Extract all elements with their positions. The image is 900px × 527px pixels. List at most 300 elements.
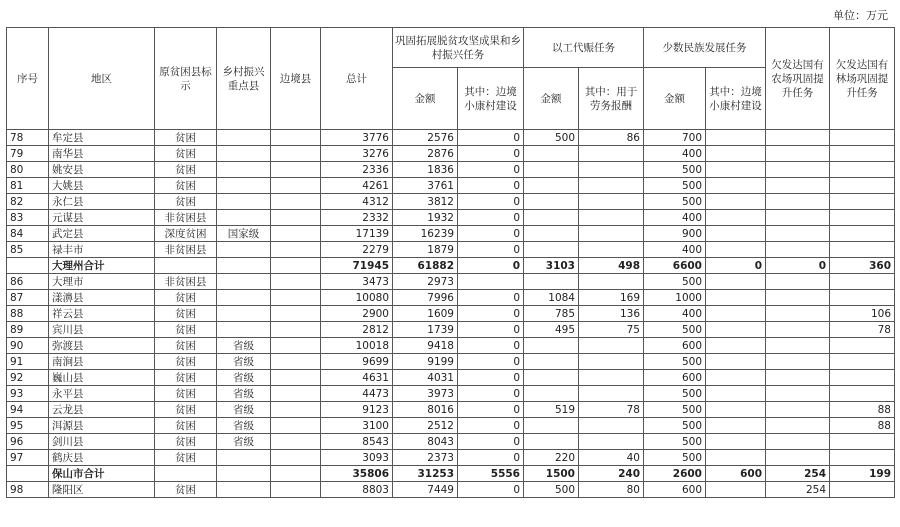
table-body [7,130,895,498]
cell-region: 鹤庆县 [49,450,155,466]
cell-farm [766,274,830,290]
cell-forest: 106 [830,306,895,322]
cell-farm [766,370,830,386]
cell-forest [830,130,895,146]
cell-rural-key [217,162,271,178]
cell-consolidate-amount: 31253 [393,466,458,482]
cell-minority-border [706,434,766,450]
funding-table [6,27,895,498]
cell-consolidate-border: 0 [458,450,524,466]
cell-seq [7,466,49,482]
cell-consolidate-border: 0 [458,402,524,418]
cell-minority-border [706,418,766,434]
cell-consolidate-border: 0 [458,210,524,226]
cell-consolidate-amount: 1836 [393,162,458,178]
cell-region: 漾濞县 [49,290,155,306]
cell-seq: 88 [7,306,49,322]
table-row-total [7,466,895,482]
cell-border [271,130,321,146]
cell-consolidate-amount: 7996 [393,290,458,306]
table-row [7,450,895,466]
cell-rural-key: 省级 [217,434,271,450]
cell-minority-amount: 500 [644,178,706,194]
cell-rural-key [217,306,271,322]
cell-total: 35806 [321,466,393,482]
cell-forest: 88 [830,418,895,434]
cell-farm [766,162,830,178]
cell-total: 71945 [321,258,393,274]
cell-forest [830,146,895,162]
cell-rural-key [217,178,271,194]
table-row [7,402,895,418]
table-row [7,226,895,242]
cell-forest [830,386,895,402]
cell-region: 云龙县 [49,402,155,418]
cell-work-amount [524,194,579,210]
cell-work-labor [579,146,644,162]
cell-rural-key [217,130,271,146]
cell-border [271,354,321,370]
cell-work-labor: 240 [579,466,644,482]
cell-work-amount: 3103 [524,258,579,274]
cell-work-amount [524,418,579,434]
cell-consolidate-border: 0 [458,386,524,402]
cell-rural-key: 省级 [217,370,271,386]
header-poor-flag: 原贫困县标示 [155,28,217,130]
cell-minority-amount: 500 [644,194,706,210]
cell-farm [766,386,830,402]
cell-rural-key [217,146,271,162]
cell-forest [830,178,895,194]
cell-poor-flag: 贫困 [155,322,217,338]
cell-minority-border [706,194,766,210]
cell-poor-flag: 贫困 [155,178,217,194]
cell-total: 3473 [321,274,393,290]
cell-poor-flag: 贫困 [155,194,217,210]
cell-consolidate-border: 0 [458,370,524,386]
cell-region: 大姚县 [49,178,155,194]
cell-total: 2812 [321,322,393,338]
cell-border [271,450,321,466]
cell-border [271,482,321,498]
cell-poor-flag: 深度贫困 [155,226,217,242]
cell-minority-amount: 500 [644,322,706,338]
cell-poor-flag: 贫困 [155,418,217,434]
cell-poor-flag: 贫困 [155,130,217,146]
cell-consolidate-border: 0 [458,338,524,354]
cell-consolidate-border [458,274,524,290]
cell-work-amount [524,178,579,194]
cell-consolidate-amount: 7449 [393,482,458,498]
cell-consolidate-amount: 1609 [393,306,458,322]
cell-total: 3093 [321,450,393,466]
cell-border [271,178,321,194]
cell-consolidate-border: 0 [458,146,524,162]
cell-farm [766,178,830,194]
cell-work-labor: 136 [579,306,644,322]
header-work-labor: 其中：用于劳务报酬 [579,68,644,130]
cell-seq: 79 [7,146,49,162]
cell-forest: 360 [830,258,895,274]
cell-border [271,210,321,226]
header-rural-key: 乡村振兴重点县 [217,28,271,130]
cell-poor-flag: 贫困 [155,402,217,418]
table-row [7,338,895,354]
cell-work-labor [579,162,644,178]
cell-rural-key [217,194,271,210]
cell-minority-border [706,386,766,402]
cell-consolidate-border: 5556 [458,466,524,482]
cell-minority-border [706,322,766,338]
cell-consolidate-amount: 9418 [393,338,458,354]
cell-poor-flag: 贫困 [155,354,217,370]
cell-total: 10018 [321,338,393,354]
cell-border [271,146,321,162]
cell-work-labor [579,194,644,210]
cell-rural-key [217,482,271,498]
cell-rural-key: 国家级 [217,226,271,242]
cell-poor-flag [155,466,217,482]
cell-region: 保山市合计 [49,466,155,482]
cell-total: 17139 [321,226,393,242]
cell-forest [830,226,895,242]
cell-minority-amount: 600 [644,482,706,498]
table-row [7,354,895,370]
header-work-amount: 金额 [524,68,579,130]
cell-work-labor [579,418,644,434]
cell-minority-amount: 400 [644,146,706,162]
cell-consolidate-amount: 1932 [393,210,458,226]
cell-consolidate-border: 0 [458,354,524,370]
cell-rural-key [217,466,271,482]
cell-consolidate-border: 0 [458,290,524,306]
cell-total: 3100 [321,418,393,434]
cell-work-amount [524,210,579,226]
cell-work-labor [579,370,644,386]
cell-rural-key [217,274,271,290]
cell-seq: 87 [7,290,49,306]
cell-border [271,258,321,274]
cell-minority-border: 600 [706,466,766,482]
cell-rural-key [217,210,271,226]
cell-seq: 97 [7,450,49,466]
cell-work-amount [524,242,579,258]
cell-consolidate-border: 0 [458,482,524,498]
cell-rural-key: 省级 [217,418,271,434]
cell-farm: 254 [766,466,830,482]
cell-region: 南涧县 [49,354,155,370]
cell-minority-border [706,338,766,354]
cell-consolidate-amount: 9199 [393,354,458,370]
cell-border [271,418,321,434]
table-row [7,306,895,322]
header-seq: 序号 [7,28,49,130]
cell-farm [766,354,830,370]
cell-rural-key [217,258,271,274]
cell-farm [766,402,830,418]
cell-forest [830,450,895,466]
cell-consolidate-amount: 2512 [393,418,458,434]
table-row [7,146,895,162]
cell-poor-flag: 贫困 [155,386,217,402]
cell-region: 南华县 [49,146,155,162]
cell-minority-amount: 2600 [644,466,706,482]
cell-farm [766,130,830,146]
cell-work-labor [579,274,644,290]
cell-seq: 98 [7,482,49,498]
cell-seq: 83 [7,210,49,226]
cell-forest [830,194,895,210]
cell-border [271,194,321,210]
cell-border [271,370,321,386]
cell-rural-key [217,290,271,306]
table-row [7,386,895,402]
cell-minority-border [706,290,766,306]
cell-seq: 91 [7,354,49,370]
cell-farm [766,242,830,258]
header-border: 边境县 [271,28,321,130]
cell-minority-border [706,274,766,290]
cell-region: 姚安县 [49,162,155,178]
cell-total: 4312 [321,194,393,210]
cell-rural-key [217,322,271,338]
table-row [7,482,895,498]
header-consolidate-border: 其中：边境小康村建设 [458,68,524,130]
cell-consolidate-border: 0 [458,418,524,434]
cell-total: 8803 [321,482,393,498]
cell-forest [830,482,895,498]
cell-poor-flag [155,258,217,274]
cell-work-labor [579,354,644,370]
cell-forest [830,274,895,290]
cell-minority-amount: 400 [644,306,706,322]
cell-forest [830,370,895,386]
cell-total: 8543 [321,434,393,450]
cell-forest [830,434,895,450]
cell-forest [830,290,895,306]
cell-farm [766,418,830,434]
cell-minority-border [706,130,766,146]
cell-seq: 90 [7,338,49,354]
cell-work-amount: 785 [524,306,579,322]
header-minority-amount: 金额 [644,68,706,130]
cell-work-amount [524,370,579,386]
cell-work-labor [579,434,644,450]
cell-rural-key [217,450,271,466]
cell-region: 祥云县 [49,306,155,322]
cell-rural-key: 省级 [217,354,271,370]
cell-minority-border [706,242,766,258]
cell-work-labor: 75 [579,322,644,338]
cell-consolidate-amount: 2576 [393,130,458,146]
cell-minority-amount: 500 [644,354,706,370]
header-farm: 欠发达国有农场巩固提升任务 [766,28,830,130]
cell-work-amount: 500 [524,130,579,146]
cell-minority-border [706,306,766,322]
cell-minority-amount: 500 [644,274,706,290]
cell-poor-flag: 贫困 [155,338,217,354]
cell-farm [766,290,830,306]
cell-seq: 85 [7,242,49,258]
header-minority-border: 其中：边境小康村建设 [706,68,766,130]
cell-forest [830,354,895,370]
header-work-relief: 以工代赈任务 [524,28,644,68]
cell-farm [766,450,830,466]
cell-poor-flag: 贫困 [155,306,217,322]
cell-minority-border [706,402,766,418]
cell-work-amount [524,274,579,290]
cell-border [271,226,321,242]
cell-total: 2332 [321,210,393,226]
cell-forest: 199 [830,466,895,482]
cell-consolidate-border: 0 [458,258,524,274]
cell-region: 宾川县 [49,322,155,338]
table-row [7,242,895,258]
cell-poor-flag: 贫困 [155,370,217,386]
cell-region: 大理市 [49,274,155,290]
cell-minority-border [706,450,766,466]
cell-poor-flag: 贫困 [155,290,217,306]
cell-rural-key [217,242,271,258]
header-consolidate: 巩固拓展脱贫攻坚成果和乡村振兴任务 [393,28,524,68]
cell-consolidate-border: 0 [458,130,524,146]
table-row-total [7,258,895,274]
cell-consolidate-border: 0 [458,162,524,178]
cell-minority-amount: 500 [644,418,706,434]
cell-work-labor: 80 [579,482,644,498]
cell-work-labor [579,226,644,242]
cell-minority-border [706,354,766,370]
cell-poor-flag: 贫困 [155,450,217,466]
cell-border [271,338,321,354]
cell-farm [766,338,830,354]
header-total: 总计 [321,28,393,130]
table-row [7,162,895,178]
table-row [7,434,895,450]
cell-farm [766,306,830,322]
cell-border [271,306,321,322]
cell-minority-amount: 1000 [644,290,706,306]
cell-seq [7,258,49,274]
cell-border [271,434,321,450]
cell-minority-amount: 500 [644,386,706,402]
cell-region: 元谋县 [49,210,155,226]
cell-total: 3776 [321,130,393,146]
cell-total: 4473 [321,386,393,402]
cell-seq: 92 [7,370,49,386]
cell-work-labor: 78 [579,402,644,418]
cell-consolidate-amount: 1879 [393,242,458,258]
cell-region: 牟定县 [49,130,155,146]
cell-minority-border: 0 [706,258,766,274]
cell-farm [766,210,830,226]
cell-consolidate-amount: 16239 [393,226,458,242]
cell-work-amount: 519 [524,402,579,418]
cell-work-amount: 1500 [524,466,579,482]
cell-seq: 81 [7,178,49,194]
cell-consolidate-border: 0 [458,434,524,450]
cell-poor-flag: 贫困 [155,162,217,178]
cell-seq: 96 [7,434,49,450]
cell-rural-key: 省级 [217,338,271,354]
cell-minority-amount: 500 [644,162,706,178]
cell-minority-border [706,162,766,178]
cell-region: 隆阳区 [49,482,155,498]
cell-farm [766,322,830,338]
cell-minority-amount: 500 [644,450,706,466]
cell-work-amount: 495 [524,322,579,338]
header-consolidate-amount: 金额 [393,68,458,130]
cell-consolidate-amount: 2876 [393,146,458,162]
cell-minority-amount: 500 [644,402,706,418]
cell-minority-border [706,210,766,226]
table-row [7,130,895,146]
cell-rural-key: 省级 [217,386,271,402]
cell-work-labor: 86 [579,130,644,146]
cell-seq: 95 [7,418,49,434]
cell-work-labor: 169 [579,290,644,306]
cell-region: 禄丰市 [49,242,155,258]
cell-border [271,402,321,418]
cell-work-labor [579,386,644,402]
cell-consolidate-border: 0 [458,226,524,242]
cell-forest [830,210,895,226]
cell-consolidate-border: 0 [458,322,524,338]
cell-consolidate-amount: 61882 [393,258,458,274]
cell-border [271,386,321,402]
cell-region: 武定县 [49,226,155,242]
cell-consolidate-amount: 4031 [393,370,458,386]
cell-farm [766,226,830,242]
cell-farm: 0 [766,258,830,274]
cell-minority-amount: 500 [644,434,706,450]
table-row [7,274,895,290]
cell-forest [830,242,895,258]
header-minority: 少数民族发展任务 [644,28,766,68]
cell-consolidate-amount: 8016 [393,402,458,418]
cell-minority-amount: 600 [644,338,706,354]
cell-work-labor [579,210,644,226]
cell-seq: 94 [7,402,49,418]
cell-minority-border [706,178,766,194]
cell-farm: 254 [766,482,830,498]
cell-minority-border [706,370,766,386]
cell-work-amount [524,354,579,370]
cell-poor-flag: 非贫困县 [155,242,217,258]
cell-rural-key: 省级 [217,402,271,418]
cell-total: 4261 [321,178,393,194]
cell-work-amount [524,146,579,162]
cell-work-labor [579,178,644,194]
cell-consolidate-border: 0 [458,242,524,258]
cell-region: 洱源县 [49,418,155,434]
cell-total: 2336 [321,162,393,178]
cell-poor-flag: 非贫困县 [155,274,217,290]
cell-total: 2900 [321,306,393,322]
cell-forest: 88 [830,402,895,418]
cell-border [271,322,321,338]
header-forest: 欠发达国有林场巩固提升任务 [830,28,895,130]
cell-border [271,466,321,482]
cell-farm [766,434,830,450]
cell-work-amount [524,434,579,450]
cell-poor-flag: 贫困 [155,434,217,450]
cell-total: 9699 [321,354,393,370]
cell-region: 弥渡县 [49,338,155,354]
unit-label: 单位：万元 [833,9,888,22]
cell-poor-flag: 非贫困县 [155,210,217,226]
cell-work-labor: 498 [579,258,644,274]
